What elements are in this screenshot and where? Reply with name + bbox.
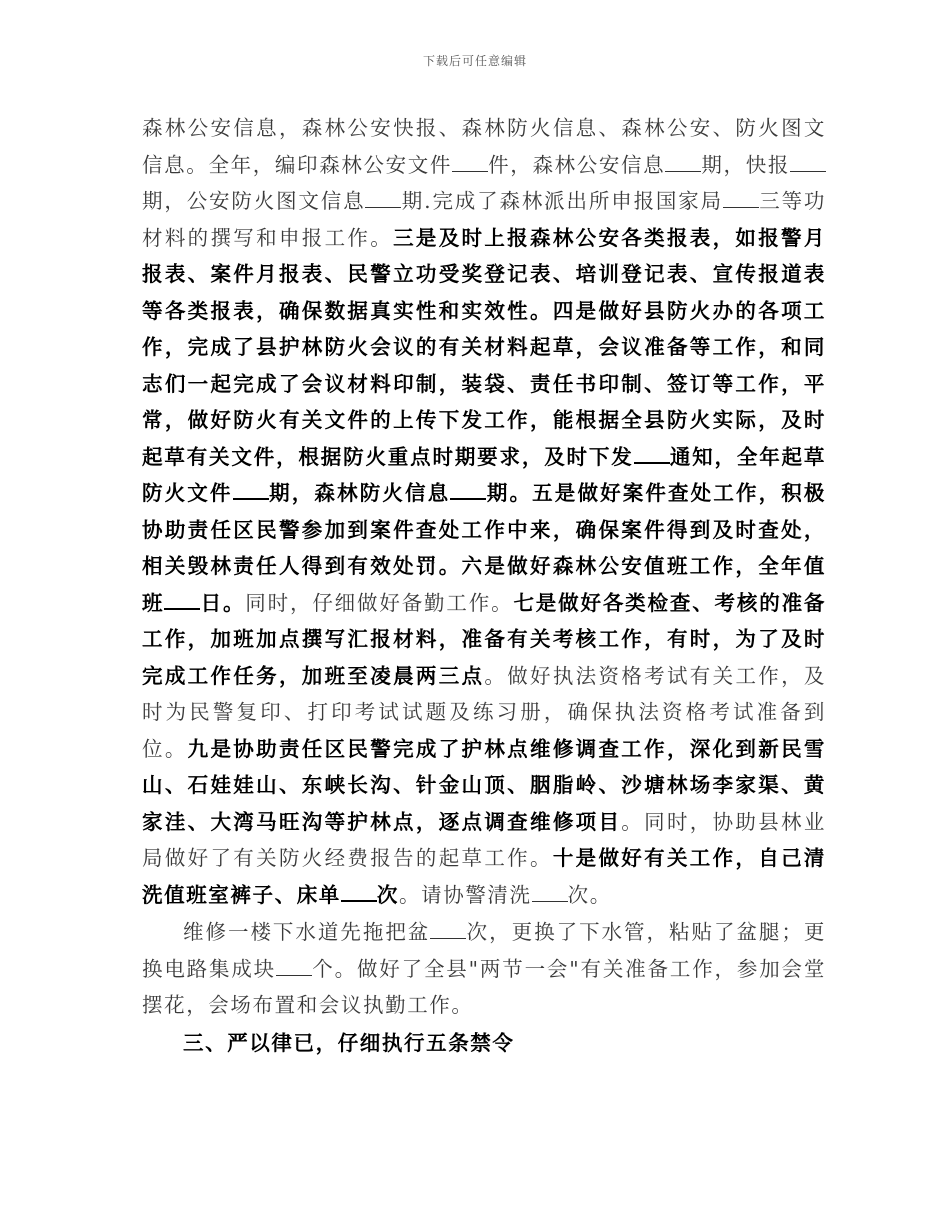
- paragraph-work-summary: [142, 110, 826, 913]
- text-span: 。同时，协助县林业局做好了有关防火经费报告的起草工作。: [142, 809, 826, 870]
- bold-span: 三是及时上报森林公安各类报表，如报警月报表、案件月报表、民警立功受奖登记表、培训登记表、宣传报道表等各类报表，确保数据真实性和实效性。四是做好县防火办的各项工作，完成了县护林防火会议的有关材料起草，会议准备等工作，和同志们一起完成了会议材料印制，装袋、责任书印制、签订等工作，平常，做好防火有关文件的上传下发工作，能根据全县防火实际，及时起草有关文件，根据防火重点时期要求，及时下发: [142, 225, 826, 469]
- fill-blank: [723, 189, 759, 208]
- bold-span: 次: [376, 882, 400, 907]
- bold-span: 通知，全年起草防火文件: [142, 444, 827, 505]
- heading-text: 三、严以律已，仔细执行五条禁令: [183, 1030, 515, 1055]
- fill-blank: [430, 920, 466, 939]
- document-body: [142, 110, 826, 1061]
- text-span: 。做好执法资格考试有关工作，及时为民警复印、打印考试试题及练习册，确保执法资格考试准备到位。: [142, 663, 827, 761]
- fill-blank: [634, 444, 670, 464]
- fill-blank: [233, 480, 269, 500]
- bold-span: 九是协助责任区民警完成了护林点维修调查工作，深化到新民雪山、石娃娃山、东峡长沟、针金山顶、胭脂岭、沙塘林场李家渠、黄家洼、大湾马旺沟等护林点，逐点调查维修项目: [142, 736, 826, 834]
- paragraph-maintenance: [142, 914, 826, 1024]
- text-span: 个。做好了全县"两节一会"有关准备工作，参加会堂摆花，会场布置和会议执勤工作。: [142, 956, 826, 1017]
- bold-span: 期，森林防火信息: [268, 481, 451, 505]
- fill-blank: [164, 590, 200, 610]
- text-span: 期.完成了森林派出所申报国家局: [401, 189, 723, 213]
- fill-blank: [665, 153, 701, 172]
- fill-blank: [532, 883, 568, 902]
- fill-blank: [276, 957, 312, 976]
- text-span: 同时，仔细做好备勤工作。: [245, 590, 514, 615]
- text-span: 维修一楼下水道先拖把盆: [183, 920, 431, 944]
- text-span: 三等功材料的撰写和申报工作。: [142, 189, 827, 250]
- fill-blank: [452, 153, 488, 172]
- fill-blank: [450, 480, 486, 500]
- fill-blank: [365, 189, 401, 208]
- page-header: 下载后可任意编辑: [422, 54, 527, 68]
- section-heading: [142, 1025, 826, 1062]
- bold-span: 七是做好各类检查、考核的准备工作，加班加点撰写汇报材料，准备有关考核工作，有时，为了及时完成工作任务，加班至凌晨两三点: [142, 590, 827, 688]
- bold-span: 日。: [200, 590, 246, 615]
- bold-span: 十是做好有关工作，自己清洗值班室裤子、床单: [142, 846, 826, 907]
- text-span: 次，更换了下水管，粘贴了盆腿；更换电路集成块: [142, 920, 826, 981]
- text-span: 期，公安防火图文信息: [142, 189, 366, 213]
- text-span: 期，快报: [701, 152, 790, 177]
- fill-blank: [341, 882, 377, 902]
- text-span: 件，森林公安信息: [488, 152, 666, 177]
- text-span: 次。: [567, 882, 612, 907]
- text-span: 。请协警清洗: [399, 882, 532, 907]
- fill-blank: [790, 153, 826, 172]
- bold-span: 期。五是做好案件查处工作，积极协助责任区民警参加到案件查处工作中来，确保案件得到及时查处，相关毁林责任人得到有效处罚。六是做好森林公安值班工作，全年值班: [142, 481, 826, 615]
- text-span: 森林公安信息，森林公安快报、森林防火信息、森林公安、防火图文信息。全年，编印森林公安文件: [142, 116, 826, 177]
